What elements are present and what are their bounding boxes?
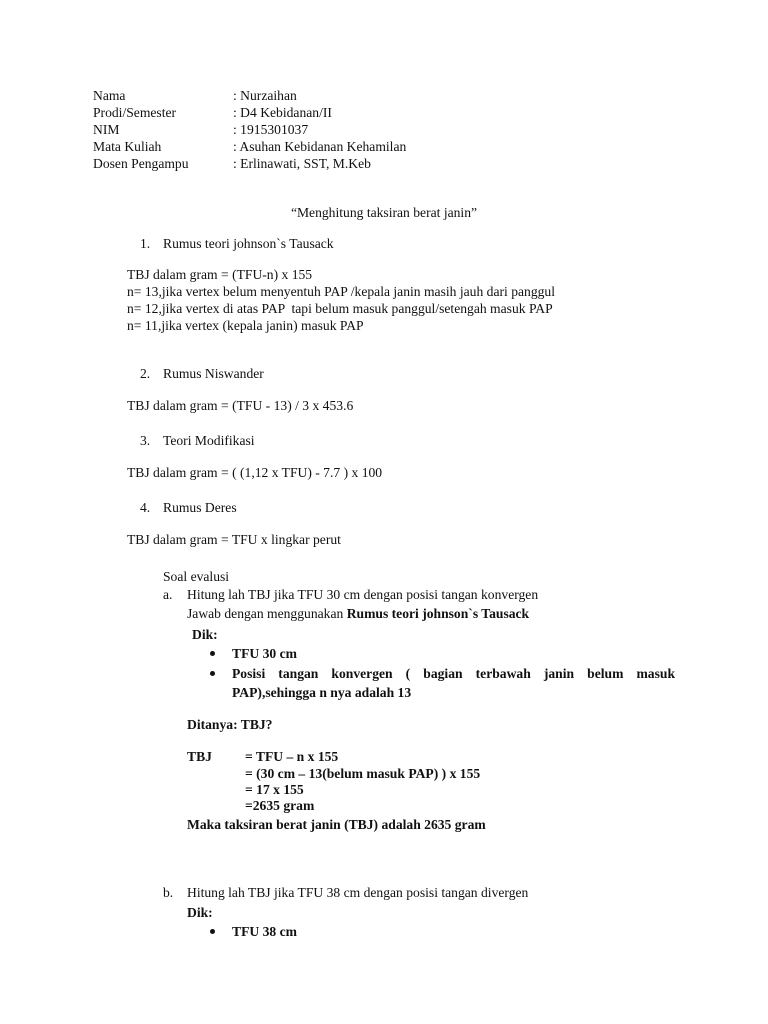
label-mata-kuliah: Mata Kuliah [93,139,162,154]
section-3-number: 3. [140,433,151,448]
value-nama: : Nurzaihan [233,88,297,103]
section-2-heading: Rumus Niswander [163,366,264,381]
given-position: Posisi tangan konvergen ( bagian terbawah janin belum masuk [232,666,675,681]
ditanya-label: Ditanya: TBJ? [187,717,273,732]
calc-step: = (30 cm – 13(belum masuk PAP) ) x 155 [245,766,481,781]
section-1-formula: TBJ dalam gram = (TFU-n) x 155 [127,267,313,282]
section-1-number: 1. [140,236,151,251]
calc-step: = 17 x 155 [245,782,304,797]
bullet-icon [210,671,215,676]
tbj-label: TBJ [187,749,212,764]
dik-label: Dik: [192,627,218,642]
label-dosen: Dosen Pengampu [93,156,189,171]
answer-a-prefix: Jawab dengan menggunakan [187,606,347,621]
bullet-icon [210,651,215,656]
calc-result: =2635 gram [245,798,315,813]
answer-a-method: Rumus teori johnson`s Tausack [346,606,530,621]
label-prodi: Prodi/Semester [93,105,177,120]
section-1-line: n= 12,jika vertex di atas PAP tapi belum masuk panggul/setengah masuk PAP [127,301,553,316]
section-1-line: n= 13,jika vertex belum menyentuh PAP /kepala janin masih jauh dari panggul [127,284,555,299]
section-3-heading: Teori Modifikasi [163,433,255,448]
value-mata-kuliah: : Asuhan Kebidanan Kehamilan [233,139,407,154]
section-3-formula: TBJ dalam gram = ( (1,12 x TFU) - 7.7 ) x 100 [127,465,383,480]
document-title: “Menghitung taksiran berat janin” [290,205,478,220]
label-nim: NIM [93,122,120,137]
section-4-formula: TBJ dalam gram = TFU x lingkar perut [127,532,341,547]
section-1-line: n= 11,jika vertex (kepala janin) masuk PAP [127,318,364,333]
value-nim: : 1915301037 [233,122,309,137]
question-a-text: Hitung lah TBJ jika TFU 30 cm dengan posisi tangan konvergen [187,587,539,602]
soal-heading: Soal evalusi [163,569,230,584]
conclusion-a: Maka taksiran berat janin (TBJ) adalah 2635 gram [187,817,486,832]
section-2-number: 2. [140,366,151,381]
section-4-heading: Rumus Deres [163,500,237,515]
answer-a-line [187,606,529,622]
label-nama: Nama [93,88,126,103]
section-4-number: 4. [140,500,151,515]
calc-step: = TFU – n x 155 [245,749,339,764]
given-tfu-b: TFU 38 cm [232,924,297,939]
question-a-marker: a. [163,587,173,602]
given-tfu: TFU 30 cm [232,646,297,661]
question-b-text: Hitung lah TBJ jika TFU 38 cm dengan posisi tangan divergen [187,885,529,900]
value-dosen: : Erlinawati, SST, M.Keb [233,156,371,171]
section-2-formula: TBJ dalam gram = (TFU - 13) / 3 x 453.6 [127,398,354,413]
bullet-icon [210,929,215,934]
question-b-marker: b. [163,885,174,900]
value-prodi: : D4 Kebidanan/II [233,105,332,120]
section-1-heading: Rumus teori johnson`s Tausack [163,236,334,251]
given-position-continued: PAP),sehingga n nya adalah 13 [232,685,412,700]
dik-label-b: Dik: [187,905,213,920]
